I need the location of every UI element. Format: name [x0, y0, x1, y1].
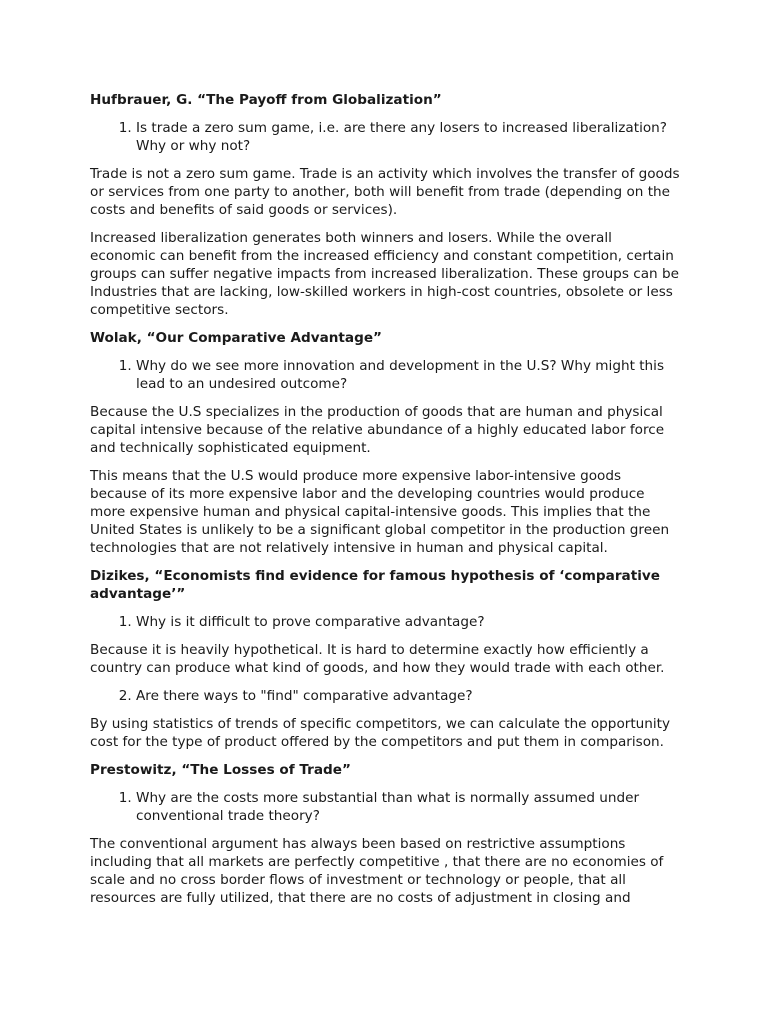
- section-heading-dizikes: Dizikes, “Economists find evidence for famous hypothesis of ‘comparative advantage’”: [90, 568, 660, 602]
- question-list: [90, 119, 680, 155]
- question-item: 1. Why do we see more innovation and development in the U.S? Why might this lead to an undesired outcome?: [136, 357, 680, 393]
- question-list: [90, 789, 680, 825]
- question-item: 2. Are there ways to "find" comparative advantage?: [136, 687, 680, 705]
- answer-paragraph: The conventional argument has always been based on restrictive assumptions including that all markets are perfectly competitive , that there are no economies of scale and no cross border flows of investment or technology or people, that all resources are fully utilized, that there are no costs of adjustment in closing and: [90, 836, 664, 906]
- answer-paragraph: Increased liberalization generates both winners and losers. While the overall economic can benefit from the increased efficiency and constant competition, certain groups can suffer negative impacts from increased liberalization. These groups can be Industries that are lacking, low-skilled workers in high-cost countries, obsolete or less competitive sectors.: [90, 230, 679, 318]
- answer-paragraph: Because it is heavily hypothetical. It is hard to determine exactly how efficiently a country can produce what kind of goods, and how they would trade with each other.: [90, 642, 665, 676]
- question-item: 1. Why is it difficult to prove comparative advantage?: [136, 613, 680, 631]
- question-list: [90, 357, 680, 393]
- question-item: 1. Why are the costs more substantial than what is normally assumed under conventional trade theory?: [136, 789, 680, 825]
- answer-paragraph: Because the U.S specializes in the production of goods that are human and physical capital intensive because of the relative abundance of a highly educated labor force and technically sophisticated equipment.: [90, 404, 665, 456]
- section-heading-hufbrauer: Hufbrauer, G. “The Payoff from Globalization”: [90, 92, 442, 108]
- section-heading-prestowitz: Prestowitz, “The Losses of Trade”: [90, 762, 351, 778]
- question-list: [90, 687, 680, 705]
- question-list: [90, 613, 680, 631]
- answer-paragraph: This means that the U.S would produce more expensive labor-intensive goods because of its more expensive labor and the developing countries would produce more expensive human and physical capital-intensive goods. This implies that the United States is unlikely to be a significant global competitor in the production green technologies that are not relatively intensive in human and physical capital.: [90, 468, 670, 556]
- answer-paragraph: Trade is not a zero sum game. Trade is an activity which involves the transfer of goods or services from one party to another, both will benefit from trade (depending on the costs and benefits of said goods or services).: [90, 166, 680, 218]
- section-heading-wolak: Wolak, “Our Comparative Advantage”: [90, 330, 382, 346]
- question-item: 1. Is trade a zero sum game, i.e. are there any losers to increased liberalization? Why or why not?: [136, 119, 680, 155]
- answer-paragraph: By using statistics of trends of specific competitors, we can calculate the opportunity cost for the type of product offered by the competitors and put them in comparison.: [90, 716, 671, 750]
